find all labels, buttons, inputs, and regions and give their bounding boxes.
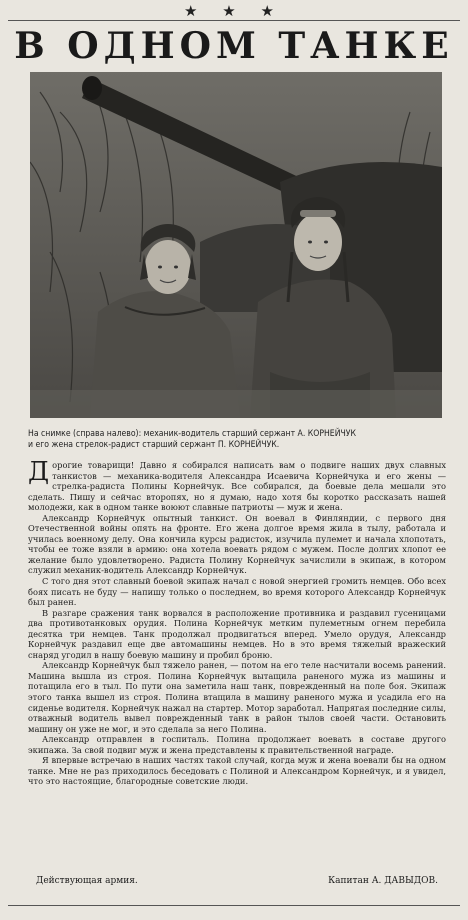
photo-caption: [28, 429, 446, 451]
header-stars: ★ ★ ★: [184, 2, 284, 20]
paragraph-6: Александр отправлен в госпиталь. Полина продолжает воевать в составе другого экипажа. За свой подвиг муж и жена представлены к правительственной награде.: [28, 734, 446, 755]
paragraph-1: Дорогие товарищи! Давно я собирался написать вам о подвиге наших двух славных танкистов — механика-водителя Александра Исаевича Корнейчука и его жены — стрелка-радиста Полины Корнейчук. Все собирался, да боевые дела мешали это сделать. Пишу и сейчас второпях, но я думаю, надо хотя бы коротко рассказать нашей молодежи, как в одном танке воюют славные патриоты — муж и жена.: [28, 457, 446, 513]
caption-line-1: На снимке (справа налево): механик-водитель старший сержант А. КОРНЕЙЧУК: [28, 429, 356, 439]
top-rule: [8, 20, 460, 21]
drop-cap: Д: [28, 457, 50, 487]
caption-line-2: и его жена стрелок-радист старший сержант П. КОРНЕЙЧУК.: [28, 440, 280, 450]
ground: [30, 390, 442, 418]
article-photo: [30, 72, 442, 418]
author-signature: Капитан А. ДАВЫДОВ.: [328, 876, 438, 886]
paragraph-4: В разгаре сражения танк ворвался в расположение противника и раздавил гусеницами два противотанковых орудия. Полина Корнейчук метким пулеметным огнем перебила десятка три немцев. Танк продолжал продвигаться вперед. Умело орудуя, Александр Корнейчук раздавил еще две автомашины немцев. Но в это время тяжелый вражеский снаряд угодил в нашу боевую машину и пробил броню.: [28, 607, 446, 660]
article-body: [28, 457, 446, 787]
article-title: В ОДНОМ ТАНКЕ: [14, 25, 454, 67]
bottom-rule: [8, 905, 460, 906]
paragraph-5: Александр Корнейчук был тяжело ранен, — потом на его теле насчитали восемь ранений. Машина вышла из строя. Полина Корнейчук вытащила раненого мужа из машины и потащила его в тыл. По пути она заметила наш танк, поврежденный на поле боя. Экипаж этого танка вышел из строя. Полина втащила в машину раненого мужа и усадила его на сиденье водителя. Корнейчук нажал на стартер. Мотор заработал. Напрягая последние силы, отважный водитель вывел поврежденный танк в район тылов своей части. Остановить машину он уже не мог, и это сделала за него Полина.: [28, 660, 446, 734]
dateline-place: Действующая армия.: [36, 876, 138, 886]
paragraph-2: Александр Корнейчук опытный танкист. Он воевал в Финляндии, с первого дня Отечественной войны опять на фронте. Его жена долгое время жила в тылу, работала и училась военному делу. Она кончила курсы радисток, изучила пулемет и начала хлопотать, чтобы ее тоже взяли в армию: она хотела воевать рядом с мужем. После долгих хлопот ее желание было удовлетворено. Радиста Полину Корнейчук зачислили в экипаж, в котором служил механик-водитель Александр Корнейчук.: [28, 512, 446, 576]
paragraph-3: С того дня этот славный боевой экипаж начал с новой энергией громить немцев. Обо всех боях писать не буду — напишу только о последнем, во время которого Александр Корнейчук был ранен.: [28, 576, 446, 608]
paragraph-7: Я впервые встречаю в наших частях такой случай, когда муж и жена воевали бы на одном танке. Мне не раз приходилось беседовать с Полиной и Александром Корнейчук, и я увидел, что это настоящие, благородные советские люди.: [28, 755, 446, 787]
photo-illustration: [30, 72, 442, 418]
